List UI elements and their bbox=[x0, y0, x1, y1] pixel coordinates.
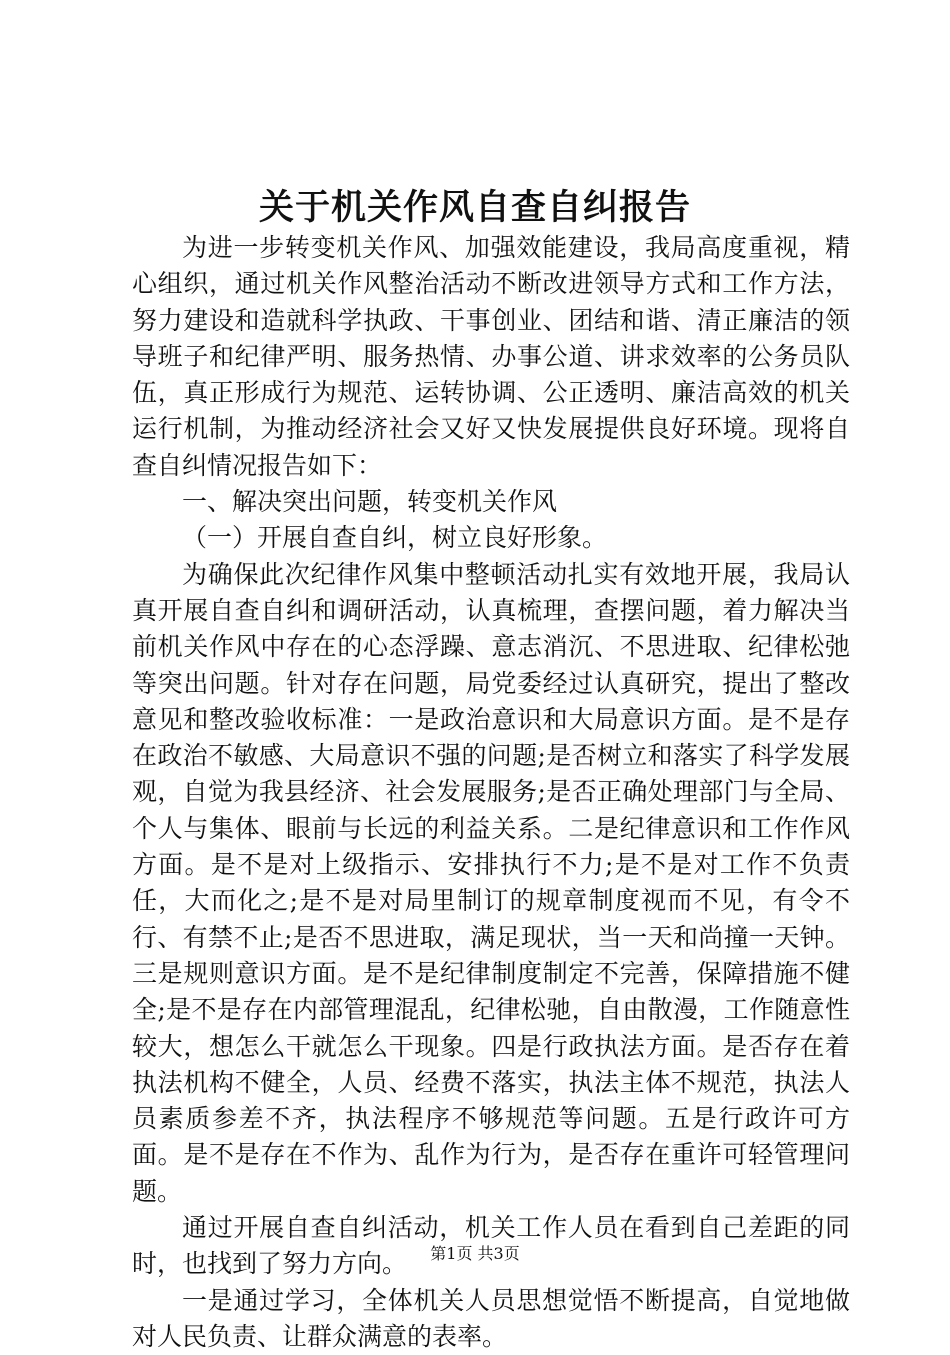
subsection-heading: （一）开展自查自纠，树立良好形象。 bbox=[182, 523, 608, 553]
section-heading: 一、解决突出问题，转变机关作风 bbox=[182, 487, 558, 517]
page-footer: 第1页 共3页 bbox=[430, 1244, 520, 1263]
body-paragraph: 为确保此次纪律作风集中整顿活动扎实有效地开展，我局认真开展自查自纠和调研活动，认真梳理，查摆问题，着力解决当前机关作风中存在的心态浮躁、意志消沉、不思进取、纪律松弛等突出问题。针对存在问题，局党委经过认真研究，提出了整改意见和整改验收标准：一是政治意识和大局意识方面。是不是存在政治不敏感、大局意识不强的问题;是否树立和落实了科学发展观，自觉为我县经济、社会发展服务;是否正确处理部门与全局、个人与集体、眼前与长远的利益关系。二是纪律意识和工作作风方面。是不是对上级指示、安排执行不力;是不是对工作不负责任，大而化之;是不是对局里制订的规章制度视而不见，有令不行、有禁不止;是否不思进取，满足现状，当一天和尚撞一天钟。三是规则意识方面。是不是纪律制度制定不完善，保障措施不健全;是不是存在内部管理混乱，纪律松驰，自由散漫，工作随意性较大，想怎么干就怎么干现象。四是行政执法方面。是否存在着执法机构不健全，人员、经费不落实，执法主体不规范，执法人员素质参差不齐，执法程序不够规范等问题。五是行政许可方面。是不是存在不作为、乱作为行为，是否存在重许可轻管理问题。 bbox=[132, 559, 850, 1206]
document-body bbox=[132, 230, 850, 1355]
intro-paragraph: 为进一步转变机关作风、加强效能建设，我局高度重视，精心组织，通过机关作风整治活动不断改进领导方式和工作方法，努力建设和造就科学执政、干事创业、团结和谐、清正廉洁的领导班子和纪律严明、服务热情、办事公道、讲求效率的公务员队伍，真正形成行为规范、运转协调、公正透明、廉洁高效的机关运行机制，为推动经济社会又好又快发展提供良好环境。现将自查自纠情况报告如下： bbox=[132, 233, 850, 480]
document-title: 关于机关作风自查自纠报告 bbox=[258, 187, 691, 228]
body-paragraph: 一是通过学习，全体机关人员思想觉悟不断提高，自觉地做对人民负责、让群众满意的表率。 bbox=[132, 1285, 850, 1351]
body-paragraph: 通过开展自查自纠活动，机关工作人员在看到自己差距的同时，也找到了努力方向。 bbox=[132, 1213, 850, 1279]
